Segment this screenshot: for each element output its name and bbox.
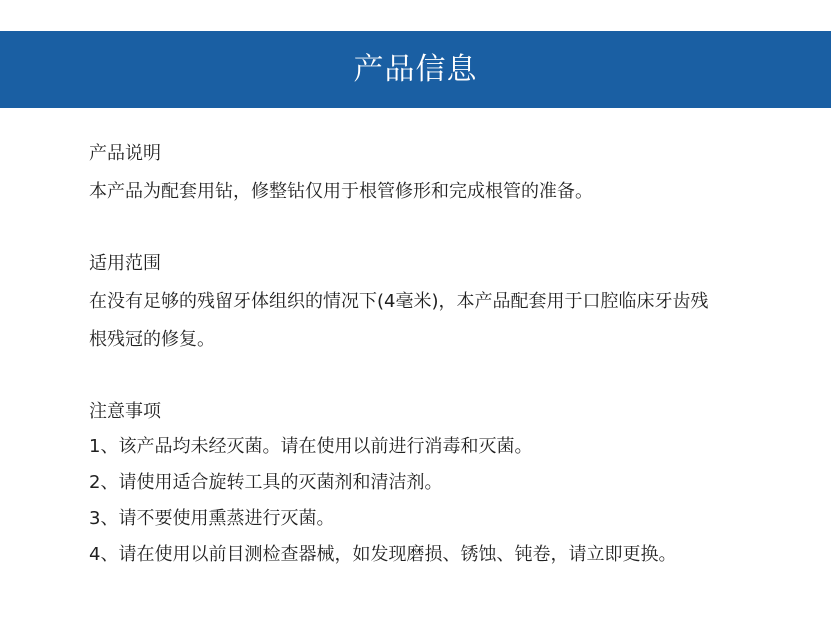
description-line: 本产品为配套用钻，修整钻仅用于根管修形和完成根管的准备。: [89, 181, 593, 202]
section-heading-notes: 注意事项: [89, 401, 161, 422]
list-item: 1、该产品均未经灭菌。请在使用以前进行消毒和灭菌。: [89, 436, 533, 457]
list-item: 2、请使用适合旋转工具的灭菌剂和清洁剂。: [89, 472, 443, 493]
section-description: [89, 141, 789, 211]
description-text: [89, 173, 789, 211]
scope-line: 在没有足够的残留牙体组织的情况下(4毫米)，本产品配套用于口腔临床牙齿残: [89, 291, 709, 312]
section-scope: [89, 251, 789, 359]
content-area: [89, 141, 789, 573]
notes-list: [89, 429, 789, 573]
scope-line: 根残冠的修复。: [89, 329, 215, 350]
section-heading-description: 产品说明: [89, 143, 161, 164]
section-heading-scope: 适用范围: [89, 253, 161, 274]
list-item: 3、请不要使用熏蒸进行灭菌。: [89, 508, 335, 529]
scope-text: [89, 283, 789, 359]
page-title: 产品信息: [353, 51, 478, 87]
list-item: 4、请在使用以前目测检查器械，如发现磨损、锈蚀、钝卷，请立即更换。: [89, 544, 677, 565]
header-banner: [0, 31, 831, 108]
section-notes: [89, 399, 789, 573]
